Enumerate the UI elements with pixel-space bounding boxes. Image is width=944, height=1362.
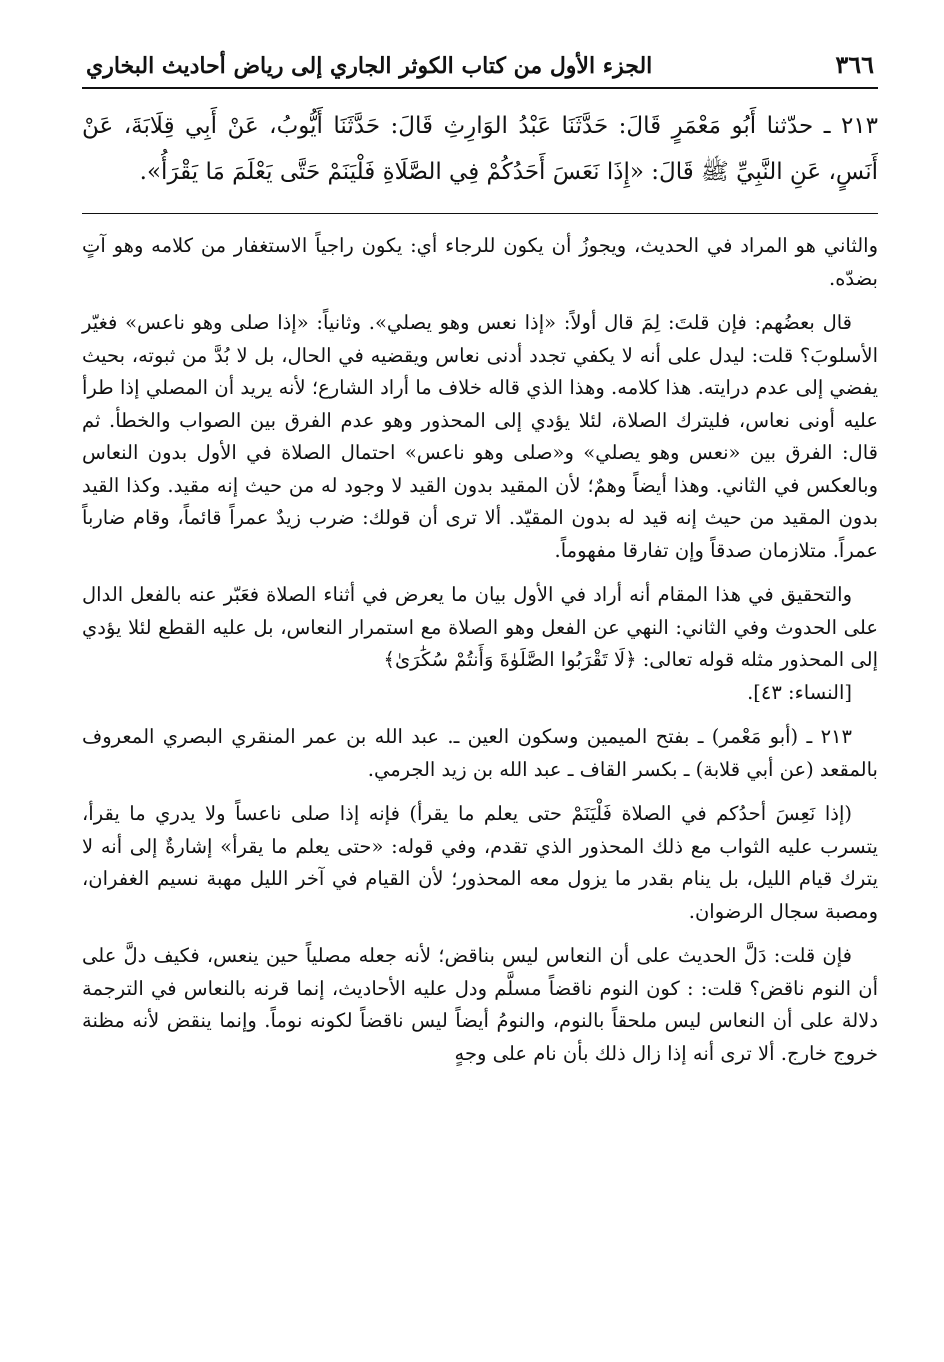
commentary-paragraph: قال بعضُهم: فإن قلتَ: لِمَ قال أولاً: «إذا نعس وهو يصلي». وثانياً: «إذا صلى وهو ناعس» فغيّر الأسلوبَ؟ قلت: ليدل على أنه لا يكفي تجدد أدنى نعاس ويقضيه في الحال، بل لا بُدَّ من ثبوته، بحيث يفضي إلى عدم درايته. هذا كلامه. وهذا الذي قاله خلاف ما أراد الشارع؛ لأنه يريد أن المصلي إذا طرأ عليه أونى نعاس، فليترك الصلاة، لئلا يؤدي إلى المحذور وهو عدم الفرق بين الصواب والخطأ. ثم قال: الفرق بين «نعس وهو يصلي» و«صلى وهو ناعس» احتمال الصلاة في الأول بدون النعاس وبالعكس في الثاني. وهذا أيضاً وهمٌ؛ لأن المقيد بدون القيد لا وجود له من حيث إنه مقيد. وكذا القيد بدون المقيد من حيث إنه قيد له بدون المقيّد. ألا ترى أن قولك: ضرب زيدٌ عمراً قائماً، وقام ضارباً عمراً. متلازمان صدقاً وإن تفارقا مفهوماً. (82, 311, 878, 562)
page-header (82, 50, 878, 89)
page-number: ٣٦٦ (835, 50, 874, 79)
hadith-block (82, 103, 878, 195)
running-title: الجزء الأول من كتاب الكوثر الجاري إلى رياض أحاديث البخاري (86, 53, 653, 79)
commentary-paragraph (82, 579, 878, 709)
commentary-paragraph: فإن قلت: دَلَّ الحديث على أن النعاس ليس بناقض؛ لأنه جعله مصلياً حين ينعس، فكيف دلَّ على أن النوم ناقض؟ قلت: : كون النوم ناقضاً مسلَّم ودل عليه الأحاديث، إنما قرنه بالنعاس في الترجمة دلالة على أن النعاس ليس ملحقاً بالنوم، والنومُ أيضاً ليس ناقضاً لكونه نوماً. وإنما ينقض لأنه مظنة خروج خارج. ألا ترى أنه إذا زال ذلك بأن نام على وجهٍ (82, 944, 878, 1065)
commentary-paragraph: (إذا نَعِسَ أحدُكم في الصلاة فَلْيَنَمْ حتى يعلم ما يقرأ) فإنه إذا صلى ناعساً ولا يدري ما يقرأ، يتسرب عليه الثواب مع ذلك المحذور الذي تقدم، وفي قوله: «حتى يعلم ما يقرأ» إشارةٌ إلى أنه لا يترك قيام الليل، بل ينام بقدر ما يزول معه المحذور؛ لأن القيام في آخر الليل مهبة نسيم الغفران، ومصبة سجال الرضوان. (82, 802, 878, 923)
section-divider (82, 213, 878, 214)
commentary-text: والتحقيق في هذا المقام أنه أراد في الأول بيان ما يعرض في أثناء الصلاة فعَبّر عنه بالفعل الدال على الحدوث وفي الثاني: النهي عن الفعل وهو الصلاة مع استمرار النعاس، بل عليه القطع لئلا يؤدي إلى المحذور مثله قوله تعالى: ﴿لَا تَقْرَبُوا الصَّلَوٰةَ وَأَنتُمْ سُكَٰرَىٰ﴾ (82, 583, 878, 671)
commentary (82, 230, 878, 1070)
hadith-text: ٢١٣ ـ حدّثنا أَبُو مَعْمَرٍ قَالَ: حَدَّثَنَا عَبْدُ الوَارِثِ قَالَ: حَدَّثَنَا أَيُّوبُ، عَنْ أَبِي قِلَابَةَ، عَنْ أَنَسٍ، عَنِ النَّبِيِّ ﷺ قَالَ: «إِذَا نَعَسَ أَحَدُكُمْ فِي الصَّلَاةِ فَلْيَنَمْ حَتَّى يَعْلَمَ مَا يَقْرَأُ». (82, 113, 878, 185)
quran-reference: [النساء: ٤٣]. (747, 680, 852, 704)
commentary-paragraph: ٢١٣ ـ (أبو مَعْمر) ـ بفتح الميمين وسكون العين ـ. عبد الله بن عمر المنقري البصري المعروف بالمقعد (عن أبي قلابة) ـ بكسر القاف ـ عبد الله بن زيد الجرمي. (82, 725, 878, 781)
commentary-paragraph: والثاني هو المراد في الحديث، ويجوزُ أن يكون للرجاء أي: يكون راجياً الاستغفار من كلامه وهو آتٍ بضدّه. (82, 234, 878, 290)
